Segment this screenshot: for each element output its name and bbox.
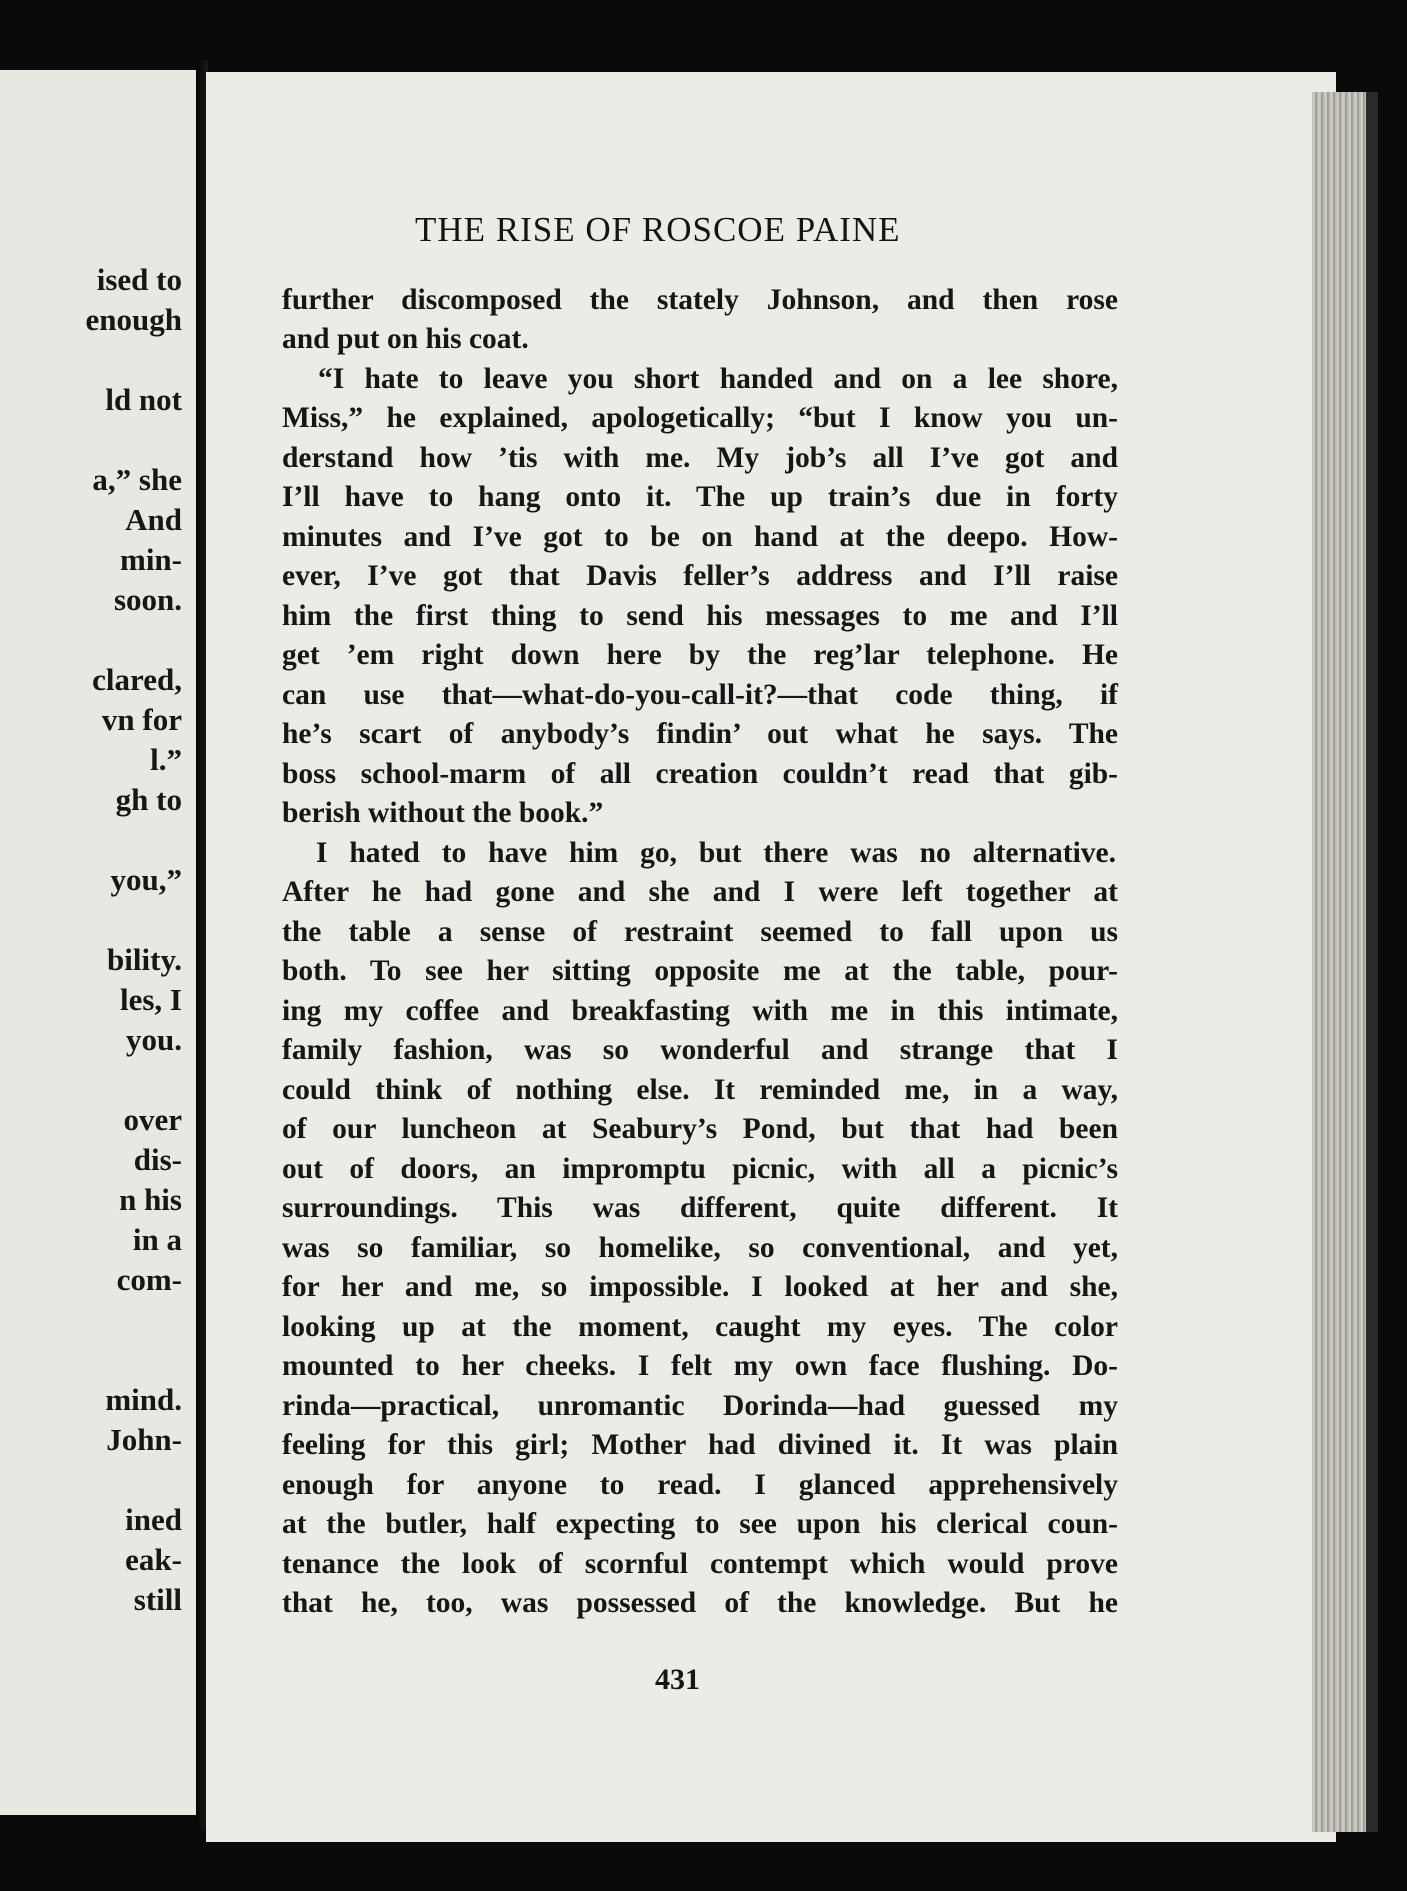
left-page-fragment: ised to	[96, 262, 182, 297]
text-line: ing my coffee and breakfasting with me in this intimate,	[282, 995, 1118, 1027]
text-line: could think of nothing else. It reminded me, in a way,	[282, 1074, 1118, 1106]
text-line: out of doors, an impromptu picnic, with all a picnic’s	[282, 1153, 1118, 1185]
text-line: and put on his coat.	[282, 323, 529, 355]
left-page-fragment: com-	[116, 1262, 182, 1297]
left-page-fragment: John-	[106, 1422, 182, 1457]
text-line: get ’em right down here by the reg’lar telephone. He	[282, 639, 1118, 671]
left-page-fragment: l.”	[150, 742, 182, 777]
text-line: he’s scart of anybody’s findin’ out what he says. The	[282, 718, 1118, 750]
left-page-fragment: over	[123, 1102, 182, 1137]
text-line: ever, I’ve got that Davis feller’s address and I’ll raise	[282, 560, 1118, 592]
left-page-fragment: gh to	[115, 782, 182, 817]
text-line: tenance the look of scornful contempt which would prove	[282, 1548, 1118, 1580]
text-line: mounted to her cheeks. I felt my own face flushing. Do-	[282, 1350, 1118, 1382]
left-page-fragment: ined	[125, 1502, 182, 1537]
text-line: at the butler, half expecting to see upon his clerical coun-	[282, 1508, 1118, 1540]
text-line: for her and me, so impossible. I looked at her and she,	[282, 1271, 1118, 1303]
text-line: After he had gone and she and I were left together at	[282, 876, 1118, 908]
left-page-fragment: enough	[85, 302, 182, 337]
left-page-fragment: a,” she	[92, 462, 182, 497]
left-page-fragment: soon.	[113, 582, 182, 617]
text-line: surroundings. This was different, quite different. It	[282, 1192, 1118, 1224]
page-edge	[1312, 92, 1366, 1832]
left-page	[0, 70, 196, 1815]
text-line: can use that—what-do-you-call-it?—that code thing, if	[282, 679, 1118, 711]
left-page-fragment: n his	[119, 1182, 182, 1217]
text-line: him the first thing to send his messages to me and I’ll	[282, 600, 1118, 632]
left-page-fragment: clared,	[92, 662, 182, 697]
left-page-fragment: you.	[126, 1022, 182, 1057]
text-line: of our luncheon at Seabury’s Pond, but that had been	[282, 1113, 1118, 1145]
left-page-fragment: dis-	[133, 1142, 182, 1177]
page-number: 431	[655, 1663, 700, 1696]
text-line: derstand how ’tis with me. My job’s all I’ve got and	[282, 442, 1118, 474]
text-line: was so familiar, so homelike, so conventional, and yet,	[282, 1232, 1118, 1264]
left-page-fragment: you,”	[110, 862, 182, 897]
text-line: Miss,” he explained, apologetically; “but I know you un-	[282, 402, 1118, 434]
text-line: minutes and I’ve got to be on hand at the deepo. How-	[282, 521, 1118, 553]
text-line: rinda—practical, unromantic Dorinda—had guessed my	[282, 1390, 1118, 1422]
page-edge-shadow	[1366, 92, 1378, 1832]
text-line: feeling for this girl; Mother had divined it. It was plain	[282, 1429, 1118, 1461]
left-page-fragment: And	[125, 502, 182, 537]
left-page-fragment: eak-	[125, 1542, 182, 1577]
left-page-fragment: mind.	[105, 1382, 182, 1417]
text-line: both. To see her sitting opposite me at the table, pour-	[282, 955, 1118, 987]
text-line: the table a sense of restraint seemed to fall upon us	[282, 916, 1118, 948]
left-page-fragment: still	[133, 1582, 182, 1617]
left-page-fragment: les, I	[120, 982, 182, 1017]
left-page-fragment: min-	[120, 542, 182, 577]
left-page-fragment: vn for	[101, 702, 182, 737]
text-line: looking up at the moment, caught my eyes. The color	[282, 1311, 1118, 1343]
text-line: enough for anyone to read. I glanced apprehensively	[282, 1469, 1118, 1501]
text-line: berish without the book.”	[282, 797, 604, 829]
running-head: THE RISE OF ROSCOE PAINE	[415, 210, 901, 249]
text-line: I hated to have him go, but there was no alternative.	[316, 837, 1116, 869]
text-line: further discomposed the stately Johnson, and then rose	[282, 284, 1118, 316]
text-line: “I hate to leave you short handed and on a lee shore,	[318, 363, 1118, 395]
text-line: family fashion, was so wonderful and strange that I	[282, 1034, 1118, 1066]
left-page-fragment: in a	[132, 1222, 182, 1257]
text-line: that he, too, was possessed of the knowledge. But he	[282, 1587, 1118, 1619]
left-page-fragment: ld not	[105, 382, 182, 417]
text-line: boss school-marm of all creation couldn’t read that gib-	[282, 758, 1118, 790]
text-line: I’ll have to hang onto it. The up train’s due in forty	[282, 481, 1118, 513]
left-page-fragment: bility.	[107, 942, 182, 977]
